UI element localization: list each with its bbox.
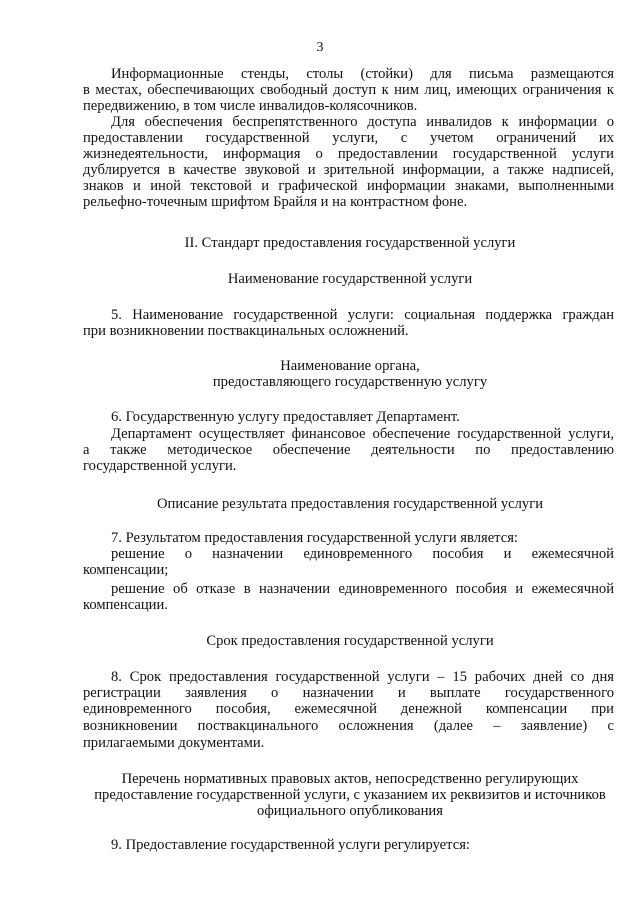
paragraph-line: возникновении поствакцинального осложнения (далее – заявление) с [83,718,614,734]
paragraph-line: компенсации; [83,562,169,578]
paragraph-line: а также методическое обеспечение деятельности по предоставлению [83,442,614,458]
subsection-heading: предоставление государственной услуги, с указанием их реквизитов и источников [94,787,606,803]
paragraph-line: передвижению, в том числе инвалидов-колясочников. [83,98,418,114]
subsection-heading: Срок предоставления государственной услуги [206,633,494,649]
paragraph-line: 9. Предоставление государственной услуги регулируется: [111,837,470,853]
paragraph-line: 8. Срок предоставления государственной услуги – 15 рабочих дней со дня [111,669,614,685]
paragraph-line: Департамент осуществляет финансовое обеспечение государственной услуги, [111,426,614,442]
subsection-heading: Наименование государственной услуги [227,271,473,287]
page-number: 3 [316,40,324,55]
paragraph-line: 5. Наименование государственной услуги: социальная поддержка граждан [111,307,614,323]
subsection-heading: Наименование органа, [280,358,420,374]
paragraph-line: дублируется в качестве звуковой и зрительной информации, а также надписей, [83,162,614,178]
paragraph-line: прилагаемыми документами. [83,735,265,751]
paragraph-line: государственной услуги. [83,458,237,474]
subsection-heading: официального опубликования [257,803,443,819]
section-title: II. Стандарт предоставления государственной услуги [184,235,516,251]
paragraph-line: рельефно-точечным шрифтом Брайля и на контрастном фоне. [83,194,468,210]
paragraph-line: единовременного пособия, ежемесячной денежной компенсации при [83,701,614,717]
paragraph-line: знаков и иной текстовой и графической информации знаками, выполненными [83,178,614,194]
paragraph-line: 7. Результатом предоставления государственной услуги является: [111,530,518,546]
paragraph-line: 6. Государственную услугу предоставляет Департамент. [111,409,460,425]
paragraph-line: регистрации заявления о назначении и выплате государственного [83,685,614,701]
paragraph-line: в местах, обеспечивающих свободный доступ к ним лиц, имеющих ограничения к [83,82,614,98]
paragraph-line: компенсации. [83,597,168,613]
paragraph-line: при возникновении поствакцинальных осложнений. [83,323,409,339]
subsection-heading: Описание результата предоставления государственной услуги [156,496,544,512]
paragraph-line: предоставлении государственной услуги, с учетом ограничений их [83,130,614,146]
subsection-heading: предоставляющего государственную услугу [212,374,488,390]
subsection-heading: Перечень нормативных правовых актов, непосредственно регулирующих [121,771,579,787]
paragraph-line: решение о назначении единовременного пособия и ежемесячной [111,546,614,562]
paragraph-line: Информационные стенды, столы (стойки) для письма размещаются [111,66,614,82]
paragraph-line: жизнедеятельности, информация о предоставлении государственной услуги [83,146,614,162]
paragraph-line: решение об отказе в назначении единовременного пособия и ежемесячной [111,581,614,597]
paragraph-line: Для обеспечения беспрепятственного доступа инвалидов к информации о [111,114,614,130]
